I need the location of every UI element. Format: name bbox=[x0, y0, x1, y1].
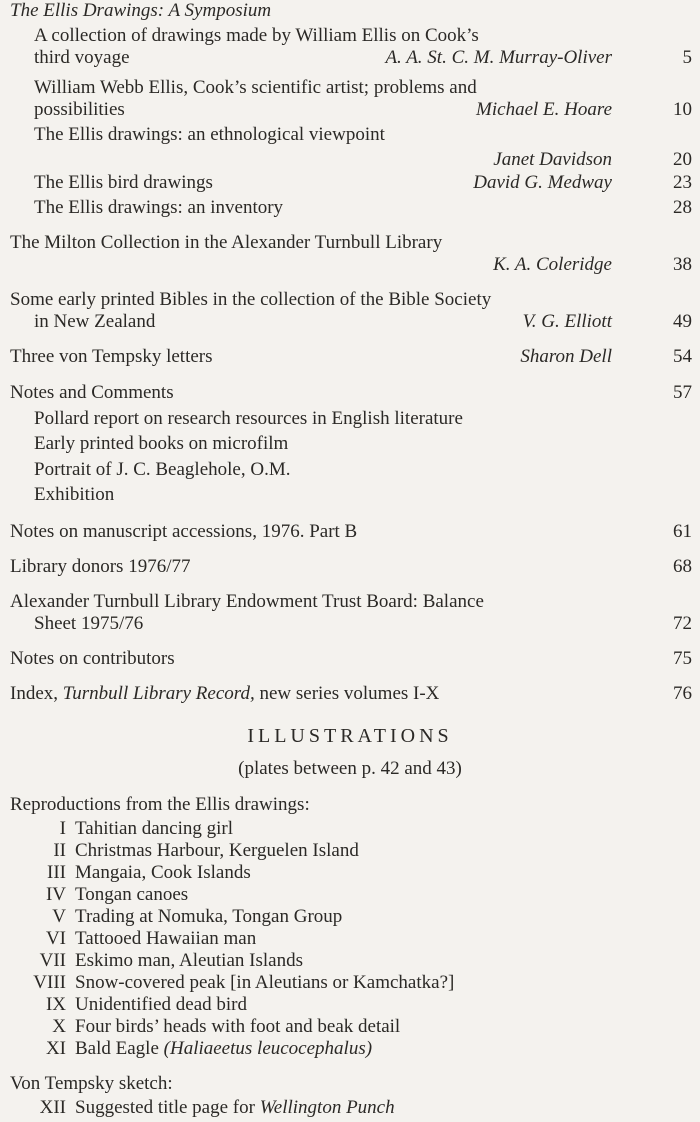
toc-entry-author: K. A. Coleridge bbox=[493, 254, 612, 275]
plate-title: Mangaia, Cook Islands bbox=[75, 862, 251, 883]
plate-latin-name: (Haliaeetus leucocephalus) bbox=[163, 1038, 373, 1059]
plate-title: Trading at Nomuka, Tongan Group bbox=[75, 906, 343, 927]
plate-title: Tahitian dancing girl bbox=[75, 818, 234, 839]
toc-entry-author: Michael E. Hoare bbox=[476, 99, 612, 120]
plate-title bbox=[75, 1097, 395, 1119]
plate-title: Tattooed Hawaiian man bbox=[75, 928, 257, 949]
toc-entry-page: 28 bbox=[673, 197, 692, 218]
toc-entry-title: Some early printed Bibles in the collection of the Bible Society bbox=[10, 289, 492, 310]
toc-entry-title: The Ellis drawings: an ethnological viewpoint bbox=[34, 124, 385, 145]
toc-entry-title: Library donors 1976/77 bbox=[10, 556, 191, 577]
toc-entry-title: Three von Tempsky letters bbox=[10, 346, 213, 367]
plate-number: III bbox=[47, 862, 66, 883]
plate-title: Snow-covered peak [in Aleutians or Kamchatka?] bbox=[75, 972, 455, 993]
toc-entry-page: 5 bbox=[682, 47, 692, 68]
plate-number: I bbox=[59, 818, 66, 839]
toc-entry-page: 61 bbox=[673, 521, 692, 542]
notes-item: Portrait of J. C. Beaglehole, O.M. bbox=[34, 459, 291, 480]
symposium-title: The Ellis Drawings: A Symposium bbox=[10, 0, 272, 21]
illustrations-heading: ILLUSTRATIONS bbox=[247, 725, 453, 747]
toc-entry-title-cont: in New Zealand bbox=[34, 311, 156, 332]
illustrations-subheading: (plates between p. 42 and 43) bbox=[238, 758, 462, 779]
toc-entry-page: 54 bbox=[673, 346, 692, 367]
toc-entry-page: 57 bbox=[673, 382, 692, 403]
toc-entry-title: Notes on contributors bbox=[10, 648, 175, 669]
plate-number: IV bbox=[45, 884, 66, 905]
toc-entry-page: 38 bbox=[673, 254, 692, 275]
toc-entry-title-cont: Sheet 1975/76 bbox=[34, 613, 144, 634]
toc-entry-author: V. G. Elliott bbox=[522, 311, 612, 332]
toc-entry-page: 49 bbox=[673, 311, 692, 332]
plate-number: XI bbox=[45, 1038, 66, 1059]
plate-number: VI bbox=[45, 928, 66, 949]
index-suffix: new series volumes I-X bbox=[254, 683, 440, 704]
toc-entry-page: 23 bbox=[673, 172, 692, 193]
ellis-intro: Reproductions from the Ellis drawings: bbox=[10, 794, 310, 815]
plate-title: Eskimo man, Aleutian Islands bbox=[75, 950, 303, 971]
toc-entry-page: 10 bbox=[673, 99, 692, 120]
plate-title: Tongan canoes bbox=[75, 884, 189, 905]
plate-number: VII bbox=[39, 950, 66, 971]
toc-entry-page: 75 bbox=[673, 648, 692, 669]
toc-entry-author: A. A. St. C. M. Murray-Oliver bbox=[385, 47, 612, 68]
plate-title: Four birds’ heads with foot and beak detail bbox=[75, 1016, 401, 1037]
plate-title-italic: Wellington Punch bbox=[259, 1097, 395, 1118]
toc-entry-title: Alexander Turnbull Library Endowment Trust Board: Balance bbox=[10, 591, 484, 612]
toc-entry-page: 68 bbox=[673, 556, 692, 577]
tempsky-intro: Von Tempsky sketch: bbox=[10, 1073, 173, 1094]
toc-entry-title: Notes and Comments bbox=[10, 382, 174, 403]
plate-number: XII bbox=[39, 1097, 66, 1118]
notes-item: Exhibition bbox=[34, 484, 115, 505]
toc-entry-title: The Ellis bird drawings bbox=[34, 172, 213, 193]
toc-entry-page: 76 bbox=[673, 683, 692, 704]
toc-entry-page: 72 bbox=[673, 613, 692, 634]
toc-entry-author: David G. Medway bbox=[473, 172, 612, 193]
plate-number: II bbox=[53, 840, 66, 861]
toc-entry-title: Notes on manuscript accessions, 1976. Part B bbox=[10, 521, 358, 542]
toc-entry-title-cont: third voyage bbox=[34, 47, 130, 68]
toc-entry-page: 20 bbox=[673, 149, 692, 170]
plate-number: VIII bbox=[33, 972, 66, 993]
toc-entry-author: Janet Davidson bbox=[493, 149, 612, 170]
plate-number: X bbox=[52, 1016, 66, 1037]
toc-entry-title: A collection of drawings made by William Ellis on Cook’s bbox=[34, 25, 479, 46]
plate-title-text: Suggested title page for bbox=[75, 1097, 260, 1118]
notes-item: Pollard report on research resources in English literature bbox=[34, 408, 463, 429]
plate-title-text: Bald Eagle bbox=[75, 1038, 159, 1059]
toc-entry-author: Sharon Dell bbox=[520, 346, 612, 367]
plate-number: V bbox=[52, 906, 66, 927]
toc-entry-title: William Webb Ellis, Cook’s scientific artist; problems and bbox=[34, 77, 477, 98]
notes-item: Early printed books on microfilm bbox=[34, 433, 289, 454]
plate-number: IX bbox=[45, 994, 66, 1015]
plate-title bbox=[75, 1038, 372, 1060]
toc-entry-title bbox=[10, 683, 439, 705]
index-prefix: Index, bbox=[10, 683, 63, 704]
index-journal-title: Turnbull Library Record, bbox=[62, 683, 255, 704]
toc-entry-title: The Milton Collection in the Alexander Turnbull Library bbox=[10, 232, 443, 253]
plate-title: Unidentified dead bird bbox=[75, 994, 248, 1015]
toc-entry-title-cont: possibilities bbox=[34, 99, 125, 120]
toc-entry-title: The Ellis drawings: an inventory bbox=[34, 197, 284, 218]
plate-title: Christmas Harbour, Kerguelen Island bbox=[75, 840, 359, 861]
